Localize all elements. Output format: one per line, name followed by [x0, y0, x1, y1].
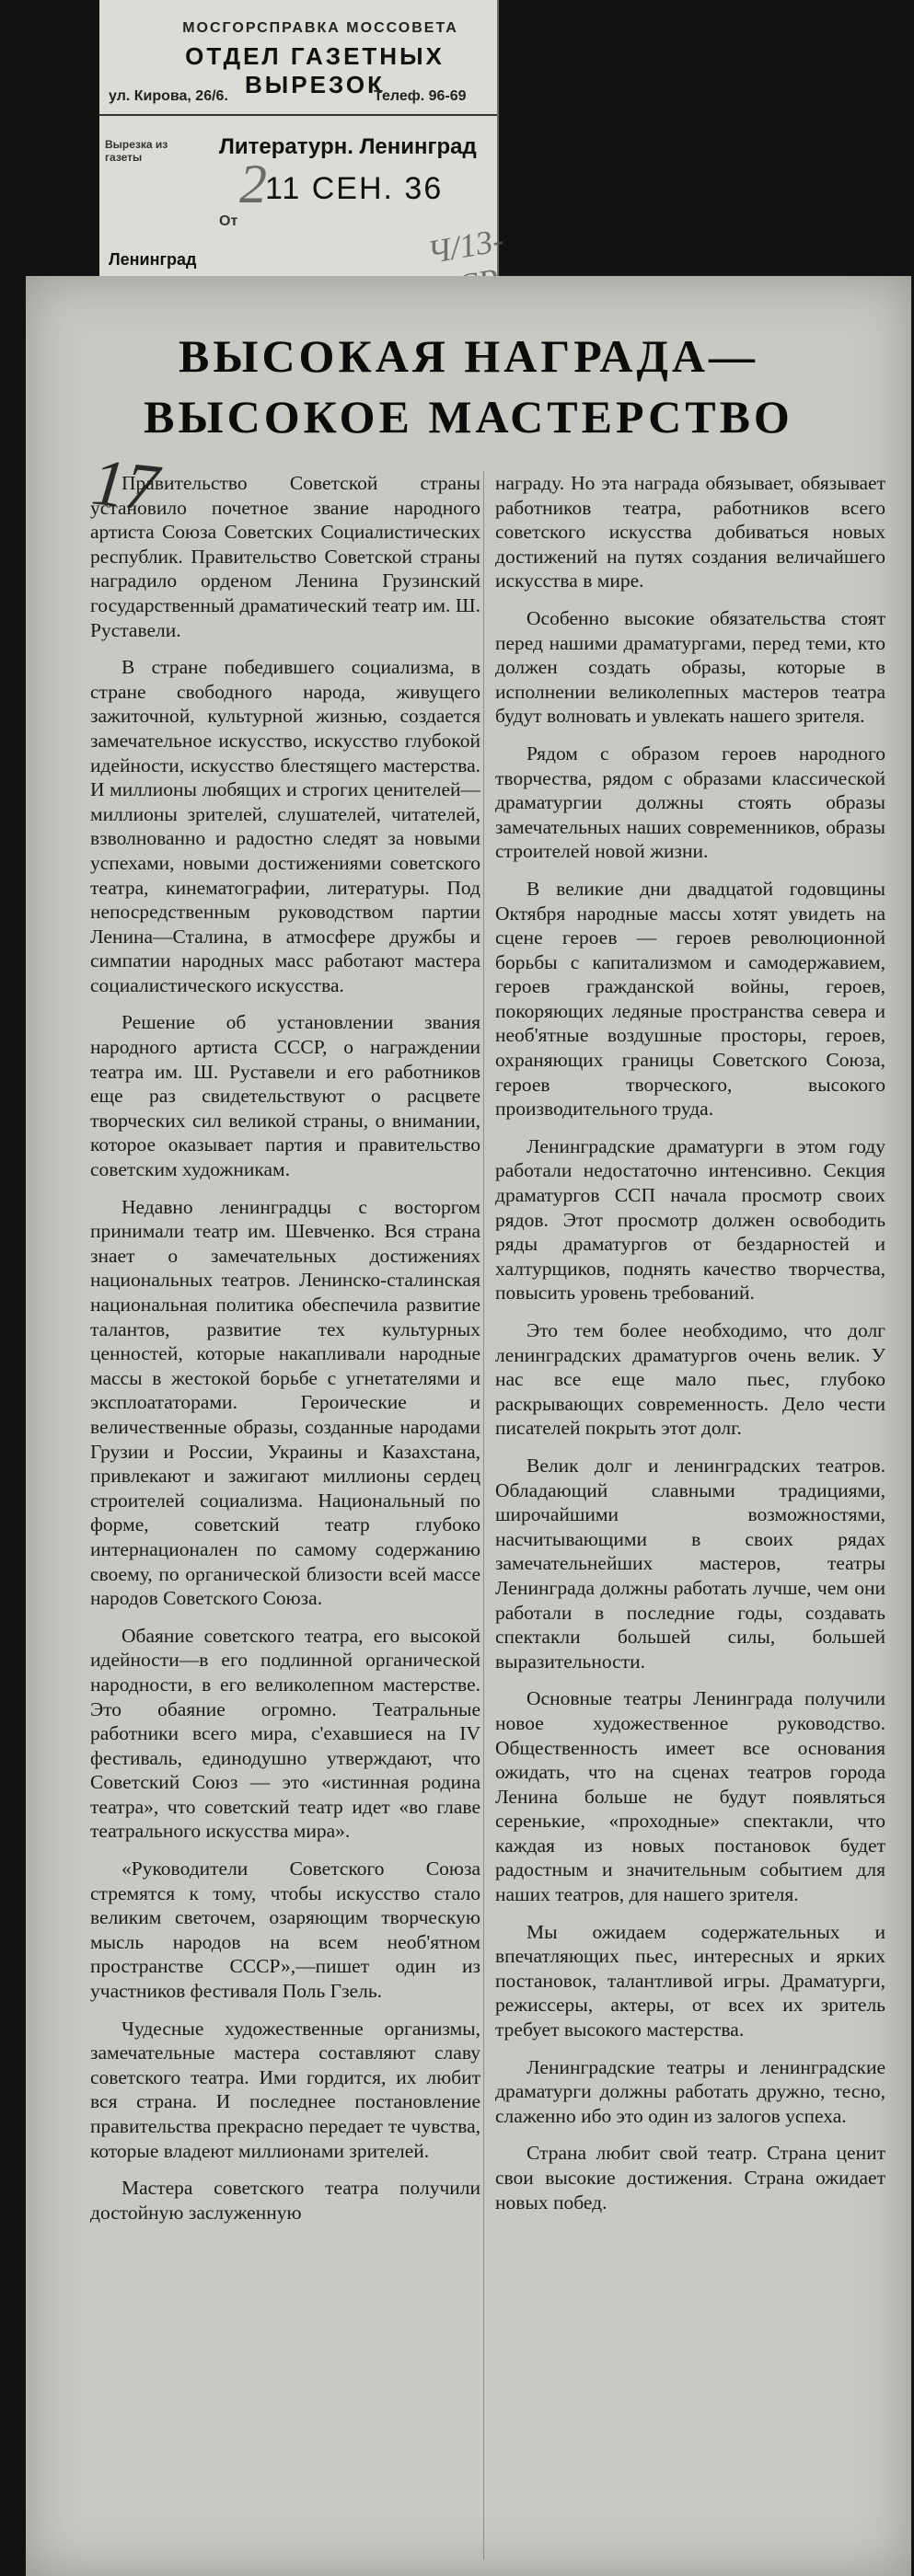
- newspaper-clipping: [26, 276, 911, 2576]
- paragraph: В великие дни двадцатой годовщины Октября народные массы хотят увидеть на сцене героев — героев революционной борьбы с капитализмом и самодержавием, героев гражданской войны, героев, покоряющих ледяные пространства севера и необ'ятные воздушные просторы, героев, охраняющих границы Советского Союза, героев творческого, высокого производительного труда.: [495, 877, 885, 1121]
- article-title-line2: ВЫСОКОЕ МАСТЕРСТВО: [144, 391, 793, 443]
- stamp-phone: Телеф. 96-69: [374, 88, 467, 104]
- clipping-stamp-card: [99, 0, 506, 276]
- stamp-cut-label: Вырезка из газеты: [105, 138, 168, 164]
- paragraph: награду. Но эта награда обязывает, обязывает работников театра, работников всего советского искусства добиваться новых достижений на путях создания величайшего искусства в мире.: [495, 472, 885, 592]
- stamp-department: ОТДЕЛ ГАЗЕТНЫХ ВЫРЕЗОК: [185, 42, 445, 98]
- paragraph: Ленинградские театры и ленинградские драматурги должны работать дружно, тесно, слаженно ибо это один из залогов успеха.: [495, 2055, 885, 2127]
- stamp-address: ул. Кирова, 26/6.: [109, 88, 228, 104]
- paragraph: Основные театры Ленинграда получили новое художественное руководство. Общественность имеет все основания ожидать, что на сценах театров города Ленина больше не будут появляться серенькие, «проходные» спектакли, что каждая из новых постановок будет радостным и значительным событием для наших театров, для нашего зрителя.: [495, 1687, 885, 1906]
- paragraph: Обаяние советского театра, его высокой идейности—в его подлинной органической народности, в его великолепном мастерстве. Это обаяние огромно. Театральные работники всего мира, с'ехавшиеся на IV фестиваль, единодушно утверждают, что Советский Союз — это «истинная родина театра», что советский театр идет «во главе театрального искусства мира».: [90, 1624, 480, 1843]
- paragraph: Это тем более необходимо, что долг ленинградских драматургов очень велик. У нас все еще мало пьес, глубоко раскрывающих современность. Дело чести писателей покрыть этот долг.: [495, 1319, 885, 1440]
- article-title-line1: ВЫСОКАЯ НАГРАДА—: [179, 330, 758, 382]
- paragraph: Мастера советского театра получили достойную заслуженную: [90, 2177, 480, 2224]
- stamp-city: Ленинград: [109, 250, 197, 269]
- paragraph: Особенно высокие обязательства стоят перед нашими драматургами, перед теми, кто должен создать образы, которые в исполнении великолепных мастеров театра будут волновать и увлекать нашего зрителя.: [495, 606, 885, 728]
- paragraph: «Руководители Советского Союза стремятся к тому, чтобы искусство стало великим светочем, озаряющим творческую мысль народов на всем необ'ятном пространстве СССР»,—пишет один из участников фестиваля Поль Гзель.: [90, 1857, 480, 2003]
- paragraph: Решение об установлении звания народного артиста СССР, о награждении театра им. Ш. Руставели и его работников еще раз свидетельствуют о расцвете творческих сил великой страны, о внимании, которое оказывает партия и правительство советским художникам.: [90, 1011, 480, 1181]
- stamp-divider: [99, 114, 497, 116]
- paragraph: Ленинградские драматурги в этом году работали недостаточно интенсивно. Секция драматургов ССП начала просмотр своих рядов. Этот просмотр должен освободить ряды драматургов от бездарностей и халтурщиков, поднять качество творчества, повысить уровень требований.: [495, 1134, 885, 1305]
- paragraph: Чудесные художественные организмы, замечательные мастера составляют славу советского театра. Ими гордится, их любит вся страна. И последнее постановление правительства прекрасно передает те чувства, которые владеют миллионами зрителей.: [90, 2017, 480, 2162]
- handwritten-number: 2: [239, 154, 267, 214]
- article-right-column: [495, 471, 885, 2227]
- paragraph: Велик долг и ленинградских театров. Обладающий славными традициями, широчайшими возможностями, насчитывающими в своих рядах замечательнейших мастеров, театры Ленинграда должны работать лучше, чем они работали в последние годы, создавать спектакли большей силы, большей выразительности.: [495, 1454, 885, 1673]
- margin-handwritten-number: 17: [88, 444, 163, 525]
- paragraph: Страна любит свой театр. Страна ценит свои высокие достижения. Страна ожидает новых побед.: [495, 2142, 885, 2214]
- stamp-organization: МОСГОРСПРАВКА МОССОВЕТА: [182, 20, 458, 36]
- paragraph: Недавно ленинградцы с восторгом принимали театр им. Шевченко. Вся страна знает о замечательных достижениях национальных театров. Ленинско-сталинская национальная политика обеспечила развитие талантов, развитие тех культурных ценностей, которые накапливали народные массы в жестокой борьбе с угнетателями и эксплоататорами. Героические и величественные образы, созданные народами Грузии и России, Украины и Казахстана, привлекают и зажигают миллионы сердец строителей социализма. Национальный по форме, советский театр глубоко интернационален по самому содержанию своему, по органической близости всей массе народов Советского Союза.: [90, 1195, 480, 1610]
- stamp-date: 11 СЕН. 36: [265, 171, 444, 206]
- paragraph: Рядом с образом героев народного творчества, рядом с образами классической драматургии должны стоять образы замечательных наших современников, образы строителей новой жизни.: [495, 742, 885, 863]
- column-divider: [483, 471, 484, 2559]
- paragraph: В стране победившего социализма, в стране свободного народа, живущего зажиточной, культурной жизнью, создается замечательное искусство, искусство глубокой идейности, искусство блестящего мастерства. И миллионы любящих и строгих ценителей—миллионы зрителей, слушателей, читателей, взволнованно и радостно следят за новыми успехами, новыми достижениями советского театра, кинематографии, литературы. Под непосредственным руководством партии Ленина—Сталина, в атмосфере дружбы и симпатии народных масс работают мастера социалистического искусства.: [90, 656, 480, 996]
- paragraph: Мы ожидаем содержательных и впечатляющих пьес, интересных и ярких постановок, талантливой игры. Драматурги, режиссеры, актеры, от всех их зритель требует высокого мастерства.: [495, 1920, 885, 2041]
- stamp-source-newspaper: Литературн. Ленинград: [219, 134, 477, 159]
- paragraph: Правительство Советской страны установило почетное звание народного артиста Союза Советских Социалистических республик. Правительство Советской страны наградило орденом Ленина Грузинский государственный драматический театр им. Ш. Руставели.: [90, 472, 480, 641]
- handwritten-code: Ч/13-ССР: [424, 221, 506, 271]
- stamp-from-label: От: [219, 213, 238, 229]
- article-left-column: [90, 471, 480, 2237]
